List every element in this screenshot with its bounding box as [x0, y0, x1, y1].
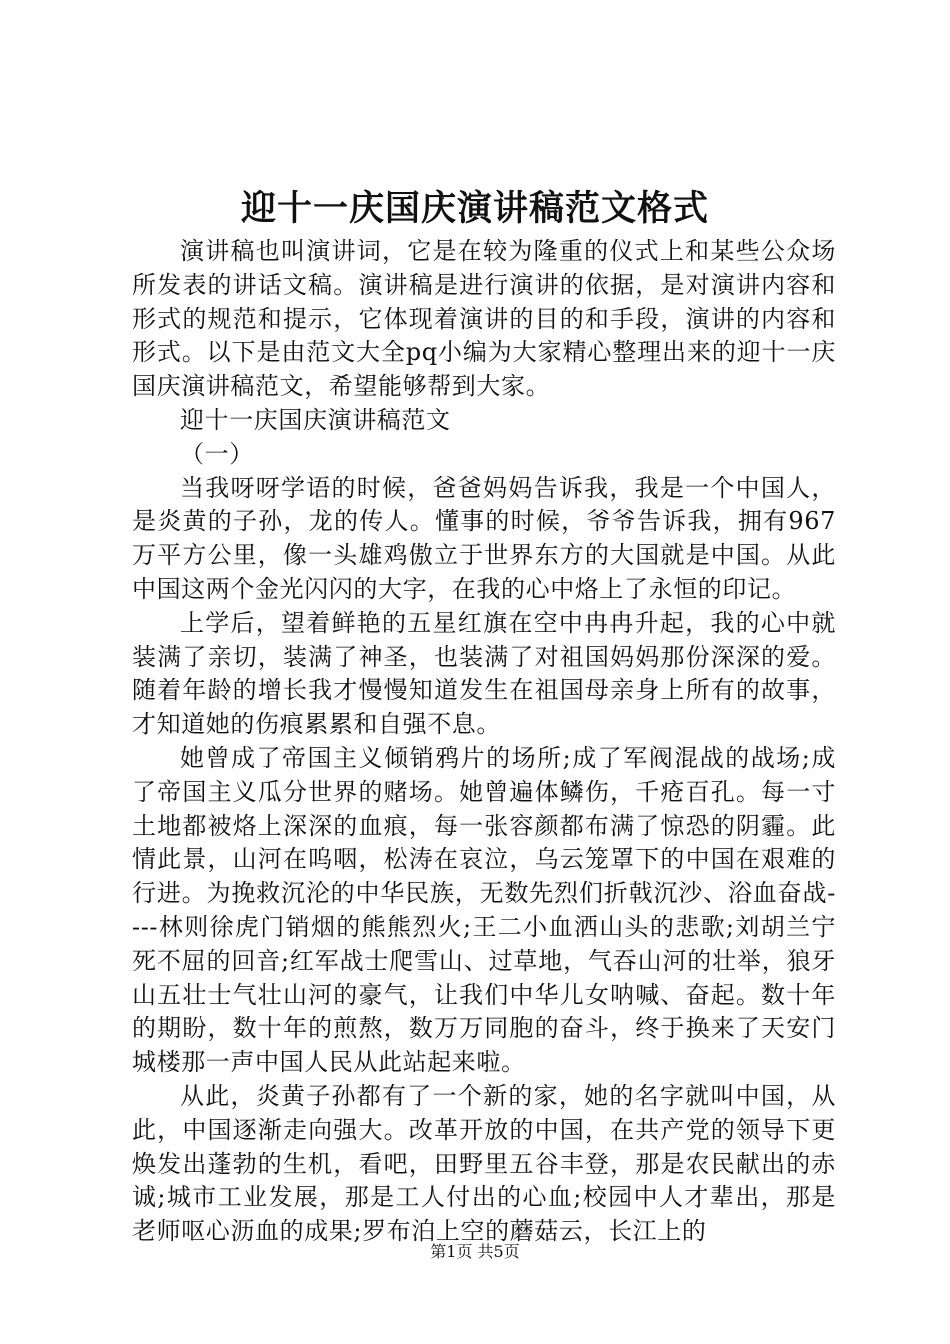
body-paragraph: 当我呀呀学语的时候，爸爸妈妈告诉我，我是一个中国人，是炎黄的子孙，龙的传人。懂事的时候，爷爷告诉我，拥有967万平方公里，像一头雄鸡傲立于世界东方的大国就是中国。从此中国这两个金光闪闪的大字，在我的心中烙上了永恒的印记。: [132, 473, 836, 603]
intro-paragraph: 演讲稿也叫演讲词，它是在较为隆重的仪式上和某些公众场所发表的讲话文稿。演讲稿是进行演讲的依据，是对演讲内容和形式的规范和提示，它体现着演讲的目的和手段，演讲的内容和形式。以下是由范文大全pq小编为大家精心整理出来的迎十一庆国庆演讲稿范文，希望能够帮到大家。: [132, 237, 836, 401]
body-paragraph: 上学后，望着鲜艳的五星红旗在空中冉冉升起，我的心中就装满了亲切，装满了神圣，也装满了对祖国妈妈那份深深的爱。随着年龄的增长我才慢慢知道发生在祖国母亲身上所有的故事，才知道她的伤痕累累和自强不息。: [132, 608, 836, 739]
document-title: 迎十一庆国庆演讲稿范文格式: [240, 188, 709, 229]
document-body: [132, 235, 836, 1249]
section-number: （一）: [180, 439, 254, 468]
body-paragraph: 她曾成了帝国主义倾销鸦片的场所;成了军阀混战的战场;成了帝国主义瓜分世界的赌场。她曾遍体鳞伤，千疮百孔。每一寸土地都被烙上深深的血痕，每一张容颜都布满了惊恐的阴霾。此情此景，山河在呜咽，松涛在哀泣，乌云笼罩下的中国在艰难的行进。为挽救沉沦的中华民族，无数先烈们折戟沉沙、浴血奋战----林则徐虎门销烟的熊熊烈火;王二小血洒山头的悲歌;刘胡兰宁死不屈的回音;红军战士爬雪山、过草地，气吞山河的壮举，狼牙山五壮士气壮山河的豪气，让我们中华儿女呐喊、奋起。数十年的期盼，数十年的煎熬，数万万同胞的奋斗，终于换来了天安门城楼那一声中国人民从此站起来啦。: [132, 743, 836, 1077]
section-heading: 迎十一庆国庆演讲稿范文: [180, 405, 451, 434]
body-paragraph: 从此，炎黄子孙都有了一个新的家，她的名字就叫中国，从此，中国逐渐走向强大。改革开放的中国，在共产党的领导下更焕发出蓬勃的生机，看吧，田野里五谷丰登，那是农民献出的赤诚;城市工业发展，那是工人付出的心血;校园中人才辈出，那是老师呕心沥血的成果;罗布泊上空的蘑菇云，长江上的: [132, 1081, 836, 1246]
page-footer: 第1页 共5页: [430, 1242, 520, 1261]
